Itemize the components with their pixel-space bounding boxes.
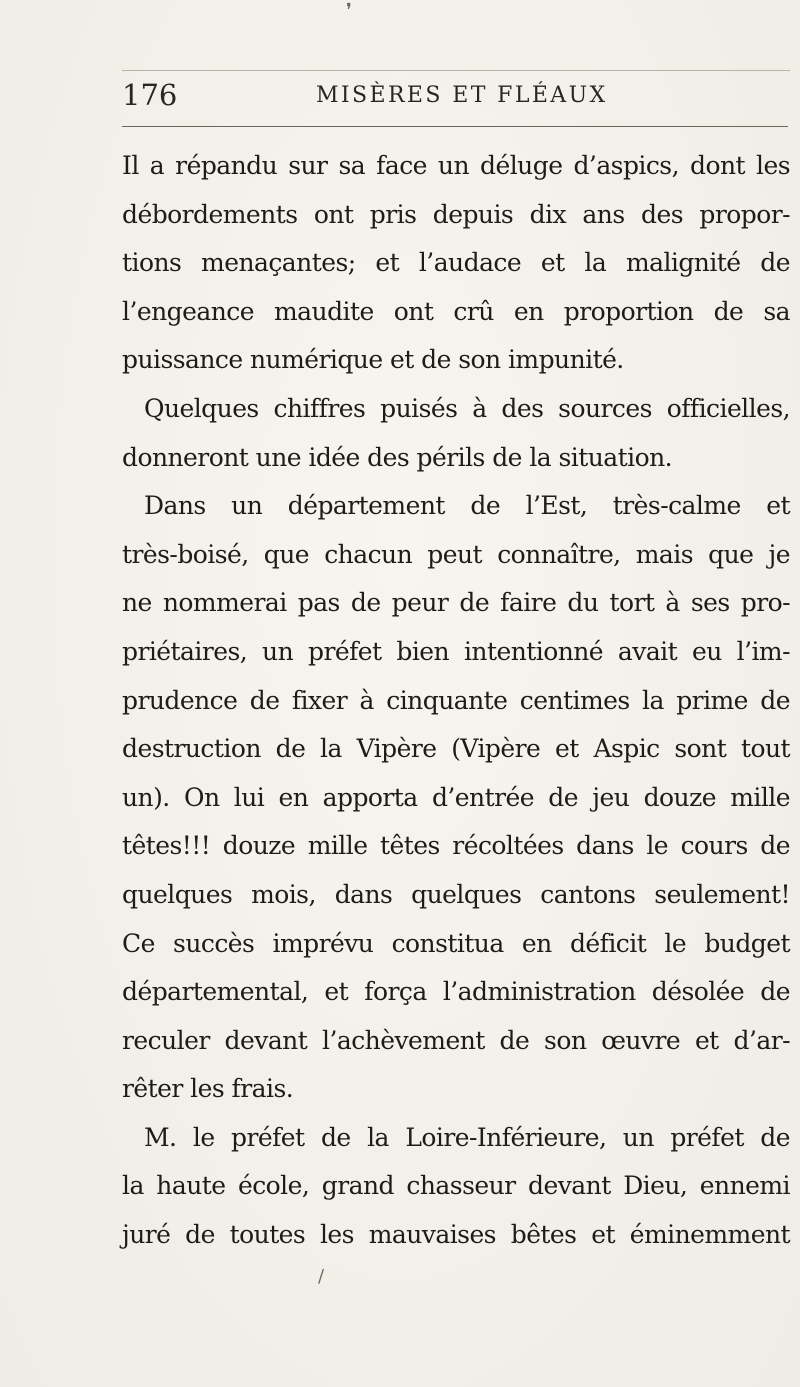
text-line: reculer devant l’achèvement de son œuvre et d’ar- [122,1025,790,1055]
text-line: un). On lui en apporta d’entrée de jeu douze mille [122,782,790,812]
text-line: Il a répandu sur sa face un déluge d’aspics, dont les [122,151,790,180]
text-line: juré de toutes les mauvaises bêtes et éminemment [122,1220,790,1250]
text-line: prudence de fixer à cinquante centimes la prime de [122,685,790,715]
text-line: rêter les frais. [122,1074,294,1104]
page-number: 176 [122,78,178,112]
text-line: Quelques chiffres puisés à des sources officielles, [144,393,790,423]
text-line: M. le préfet de la Loire-Inférieure, un préfet de [144,1122,790,1152]
text-line: puissance numérique et de son impunité. [122,345,624,375]
ink-mark: / [318,1266,325,1287]
text-line: très-boisé, que chacun peut connaître, mais que je [122,539,790,569]
text-line: têtes!!! douze mille têtes récoltées dans le cours de [122,831,790,861]
body-text [122,142,790,1260]
text-line: tions menaçantes; et l’audace et la malignité de [122,248,790,278]
text-line: ne nommerai pas de peur de faire du tort à ses pro- [122,588,790,618]
text-line: priétaires, un préfet bien intentionné avait eu l’im- [122,636,790,666]
text-line: Ce succès imprévu constitua en déficit le budget [122,928,790,958]
running-title: MISÈRES ET FLÉAUX [316,83,608,108]
text-line: destruction de la Vipère (Vipère et Aspic sont tout [122,734,790,764]
header-rule [122,126,788,127]
text-line: Dans un département de l’Est, très-calme et [144,491,790,521]
text-line: donneront une idée des périls de la situation. [122,442,673,472]
text-line: quelques mois, dans quelques cantons seulement! [122,879,790,909]
text-line: débordements ont pris depuis dix ans des propor- [122,199,790,229]
ink-mark: ❜ [346,0,352,21]
text-line: départemental, et força l’administration désolée de [122,977,790,1007]
text-line: la haute école, grand chasseur devant Dieu, ennemi [122,1171,790,1201]
text-line: l’engeance maudite ont crû en proportion de sa [122,296,790,326]
top-rule [122,70,790,71]
